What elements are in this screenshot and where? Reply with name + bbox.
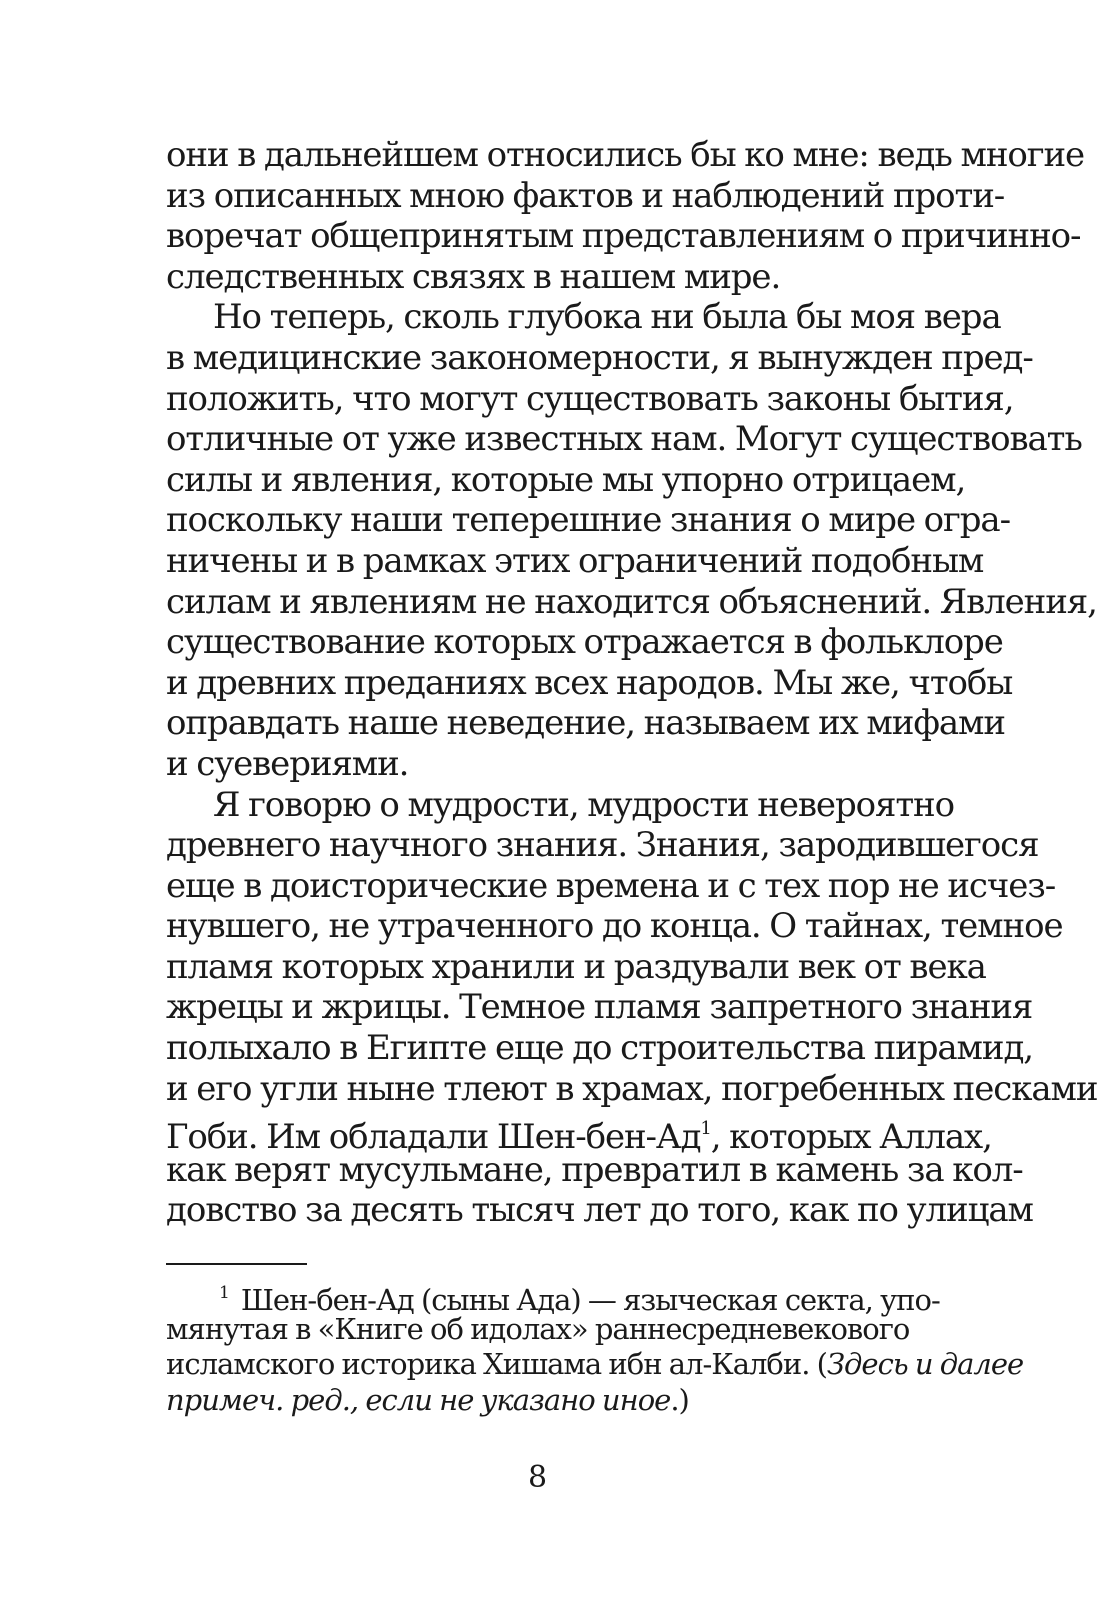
text-line: существование которых отражается в фольклоре bbox=[166, 622, 1003, 663]
text-line: древнего научного знания. Знания, зародившегося bbox=[166, 825, 1039, 866]
text-line: Но теперь, сколь глубока ни была бы моя вера bbox=[213, 297, 1001, 338]
text-line: отличные от уже известных нам. Могут существовать bbox=[166, 419, 1082, 460]
footnote-text: .) bbox=[670, 1382, 689, 1417]
text-line: положить, что могут существовать законы бытия, bbox=[166, 378, 1014, 419]
text-line: ничены и в рамках этих ограничений подобным bbox=[166, 540, 984, 581]
text-line: следственных связях в нашем мире. bbox=[166, 256, 781, 297]
text-line: полыхало в Египте еще до строительства пирамид, bbox=[166, 1028, 1033, 1069]
text-line: из описанных мною фактов и наблюдений проти- bbox=[166, 175, 1005, 216]
footnote bbox=[166, 1276, 1024, 1418]
text-line: воречат общепринятым представлениям о причинно- bbox=[166, 216, 1081, 257]
footnote-marker: 1 bbox=[219, 1283, 229, 1303]
text-line: жрецы и жрицы. Темное пламя запретного знания bbox=[166, 987, 1033, 1028]
footnote-italic-text: Здесь и далее bbox=[826, 1347, 1024, 1381]
footnote-line bbox=[166, 1276, 940, 1317]
footnote-line bbox=[166, 1383, 908, 1419]
text-line: и его угли ныне тлеют в храмах, погребенных песками bbox=[166, 1068, 1097, 1109]
footnote-text: Шен-бен-Ад (сыны Ада) — языческая секта, упо- bbox=[240, 1283, 940, 1317]
text-line: силы и явления, которые мы упорно отрицаем, bbox=[166, 459, 966, 500]
footnote-separator bbox=[166, 1263, 307, 1265]
footnote-line: мянутая в «Книге об идолах» раннесредневекового bbox=[166, 1311, 910, 1346]
text-line: и суевериями. bbox=[166, 743, 409, 784]
text-line: поскольку наши теперешние знания о мире огра- bbox=[166, 500, 1010, 541]
text-line: оправдать наше неведение, называем их мифами bbox=[166, 703, 1005, 744]
main-text bbox=[166, 135, 1097, 1231]
text-line: Я говорю о мудрости, мудрости невероятно bbox=[213, 784, 954, 825]
text-line: еще в доисторические времена и с тех пор не исчез- bbox=[166, 865, 1056, 906]
footnote-italic-text: примеч. ред., если не указано иное bbox=[166, 1382, 671, 1417]
text-line: в медицинские закономерности, я вынужден пред- bbox=[166, 337, 1033, 378]
footnote-text: исламского историка Хишама ибн ал-Калби. ( bbox=[166, 1347, 827, 1381]
text-line: как верят мусульмане, превратил в камень за кол- bbox=[166, 1149, 1023, 1190]
footnote-reference: 1 bbox=[700, 1118, 711, 1140]
text-line: пламя которых хранили и раздували век от века bbox=[166, 946, 986, 987]
text-line: силам и явлениям не находится объяснений. Явления, bbox=[166, 581, 1097, 622]
text-segment: , которых Аллах, bbox=[710, 1117, 992, 1158]
footnote-line bbox=[166, 1347, 1024, 1383]
text-line: довство за десять тысяч лет до того, как по улицам bbox=[166, 1190, 1033, 1231]
text-line: и древних преданиях всех народов. Мы же, чтобы bbox=[166, 662, 1013, 703]
text-segment: Гоби. Им обладали Шен-бен-Ад bbox=[166, 1117, 701, 1158]
text-line: они в дальнейшем относились бы ко мне: ведь многие bbox=[166, 135, 1085, 175]
page-number: 8 bbox=[527, 1460, 548, 1495]
text-line-with-footnote-ref bbox=[166, 1109, 992, 1158]
text-line: нувшего, не утраченного до конца. О тайнах, темное bbox=[166, 906, 1063, 947]
